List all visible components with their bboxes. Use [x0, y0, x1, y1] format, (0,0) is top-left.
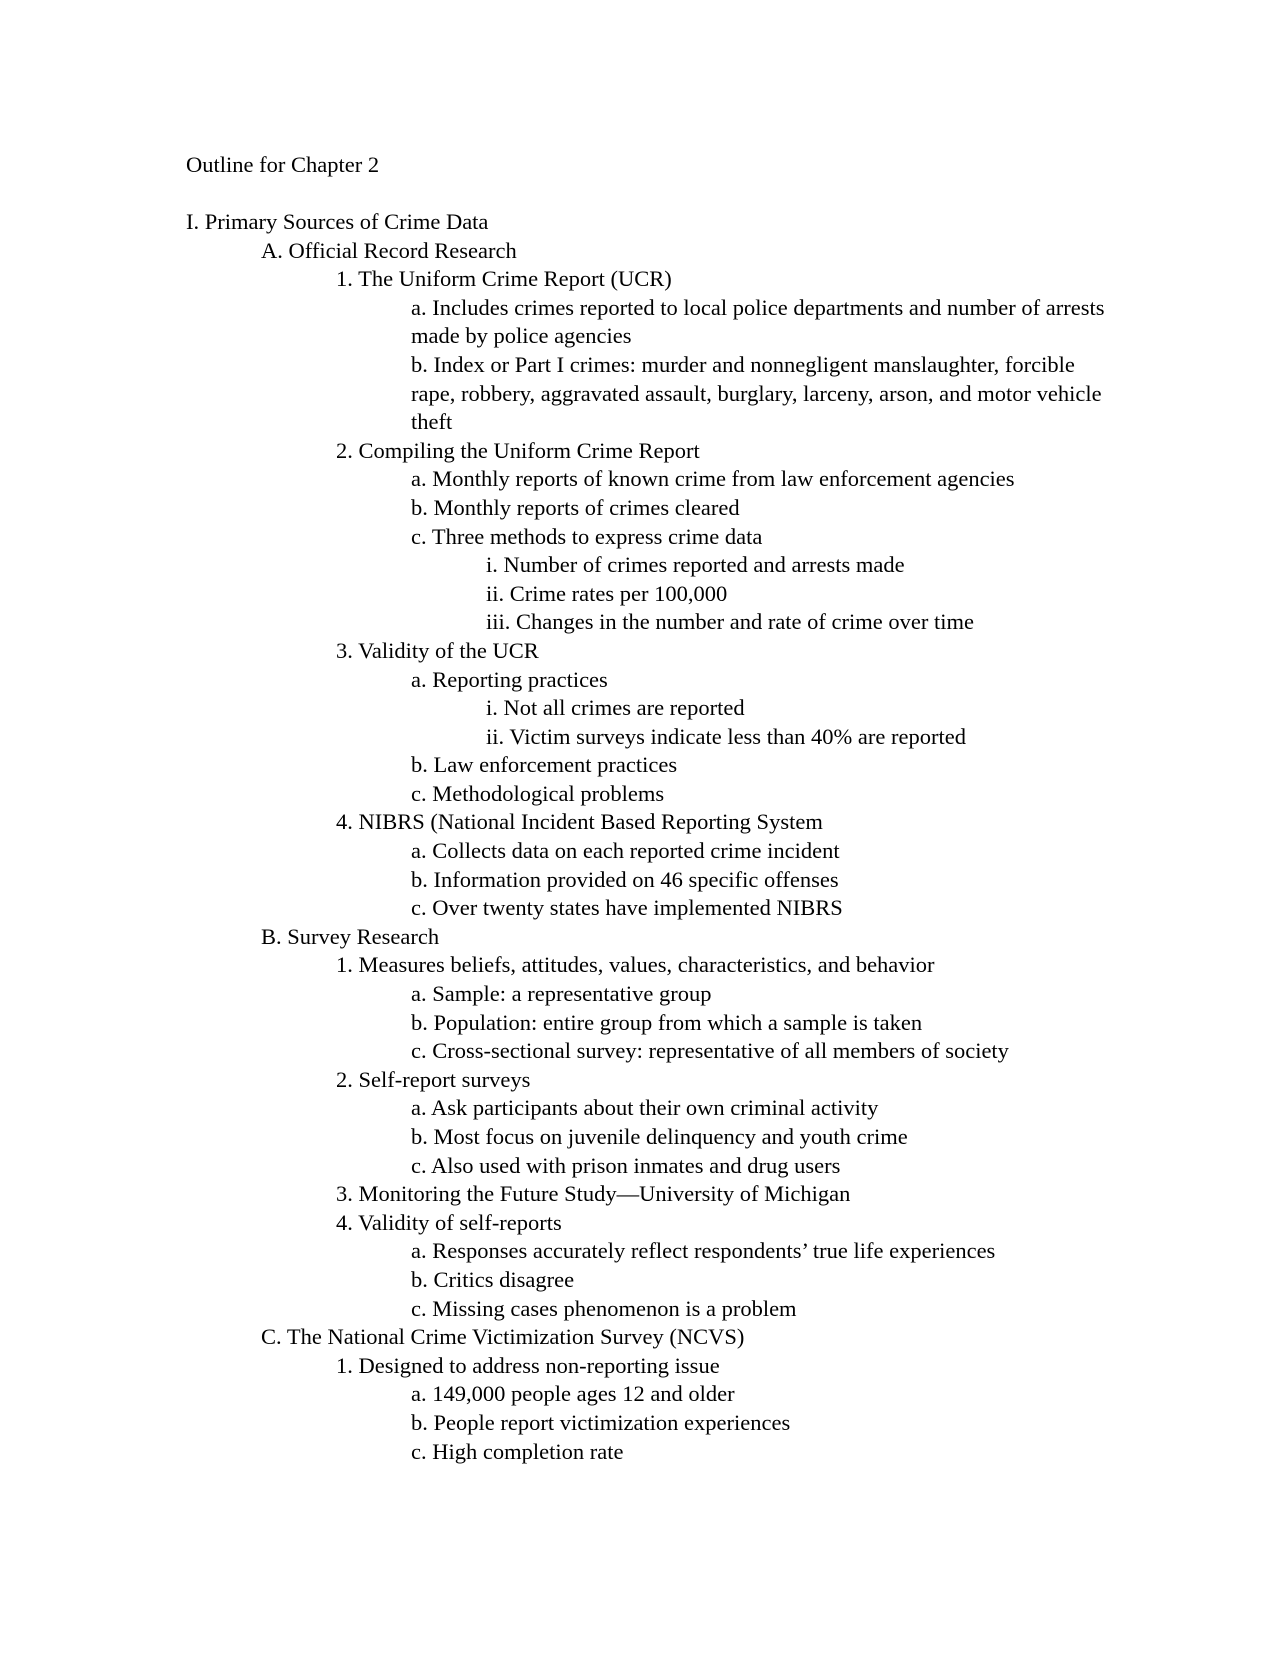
- outline-item-level-2: 1. Measures beliefs, attitudes, values, characteristics, and behavior: [336, 952, 935, 978]
- outline-item-level-3: b. Critics disagree: [411, 1266, 575, 1292]
- outline-item-level-3: c. Methodological problems: [411, 780, 665, 806]
- outline-item-level-4: i. Not all crimes are reported: [486, 695, 745, 721]
- outline-item-level-3: c. Cross-sectional survey: representative of all members of society: [411, 1038, 1009, 1064]
- outline-item-level-3: c. High completion rate: [411, 1438, 624, 1464]
- outline-item-level-3: a. Sample: a representative group: [411, 981, 712, 1007]
- outline-item-level-2: 1. Designed to address non-reporting issue: [336, 1352, 720, 1378]
- outline-item-level-3: c. Over twenty states have implemented NIBRS: [411, 895, 843, 921]
- outline-item-level-4: iii. Changes in the number and rate of crime over time: [486, 609, 974, 635]
- outline-item-level-3: b. People report victimization experiences: [411, 1409, 791, 1435]
- outline-item-level-4: i. Number of crimes reported and arrests made: [486, 552, 905, 578]
- outline-item-level-3: b. Monthly reports of crimes cleared: [411, 494, 740, 520]
- outline-item-level-0: I. Primary Sources of Crime Data: [186, 209, 489, 234]
- outline-list: [186, 208, 1106, 1466]
- outline-item-level-4: ii. Victim surveys indicate less than 40% are reported: [486, 723, 966, 749]
- outline-item-level-2: 4. NIBRS (National Incident Based Reporting System: [336, 809, 823, 835]
- outline-item-level-3: c. Also used with prison inmates and drug users: [411, 1152, 841, 1178]
- outline-item-level-3: a. 149,000 people ages 12 and older: [411, 1381, 735, 1407]
- outline-item-level-2: 1. The Uniform Crime Report (UCR): [336, 266, 672, 292]
- outline-item-level-2: 2. Compiling the Uniform Crime Report: [336, 437, 700, 463]
- outline-item-level-3: a. Ask participants about their own criminal activity: [411, 1095, 879, 1121]
- page-title: Outline for Chapter 2: [186, 152, 380, 177]
- outline-item-level-2: 3. Monitoring the Future Study—University of Michigan: [336, 1181, 851, 1207]
- outline-item-level-1: C. The National Crime Victimization Survey (NCVS): [261, 1324, 745, 1350]
- outline-item-level-1: B. Survey Research: [261, 923, 440, 949]
- outline-item-level-2: 2. Self-report surveys: [336, 1066, 531, 1092]
- outline-item-level-3: b. Law enforcement practices: [411, 752, 678, 778]
- outline-item-level-4: ii. Crime rates per 100,000: [486, 580, 728, 606]
- outline-item-level-2: 3. Validity of the UCR: [336, 637, 539, 663]
- outline-item-level-3: a. Monthly reports of known crime from law enforcement agencies: [411, 466, 1015, 492]
- outline-item-level-3: b. Information provided on 46 specific offenses: [411, 866, 839, 892]
- outline-item-level-3: a. Collects data on each reported crime incident: [411, 838, 840, 864]
- outline-item-level-2: 4. Validity of self-reports: [336, 1209, 562, 1235]
- outline-item-level-3: a. Responses accurately reflect respondents’ true life experiences: [411, 1238, 996, 1264]
- outline-item-level-3: b. Population: entire group from which a sample is taken: [411, 1009, 923, 1035]
- outline-item-level-3: a. Reporting practices: [411, 666, 608, 692]
- outline-item-level-3: b. Index or Part I crimes: murder and nonnegligent manslaughter, forcible rape, robbery, aggravated assault, burglary, larceny, arson, and motor vehicle theft: [411, 351, 1102, 435]
- outline-item-level-3: a. Includes crimes reported to local police departments and number of arrests made by police agencies: [411, 294, 1105, 349]
- outline-item-level-3: c. Missing cases phenomenon is a problem: [411, 1295, 797, 1321]
- outline-item-level-1: A. Official Record Research: [261, 237, 517, 263]
- outline-item-level-3: c. Three methods to express crime data: [411, 523, 763, 549]
- outline-item-level-3: b. Most focus on juvenile delinquency and youth crime: [411, 1124, 908, 1149]
